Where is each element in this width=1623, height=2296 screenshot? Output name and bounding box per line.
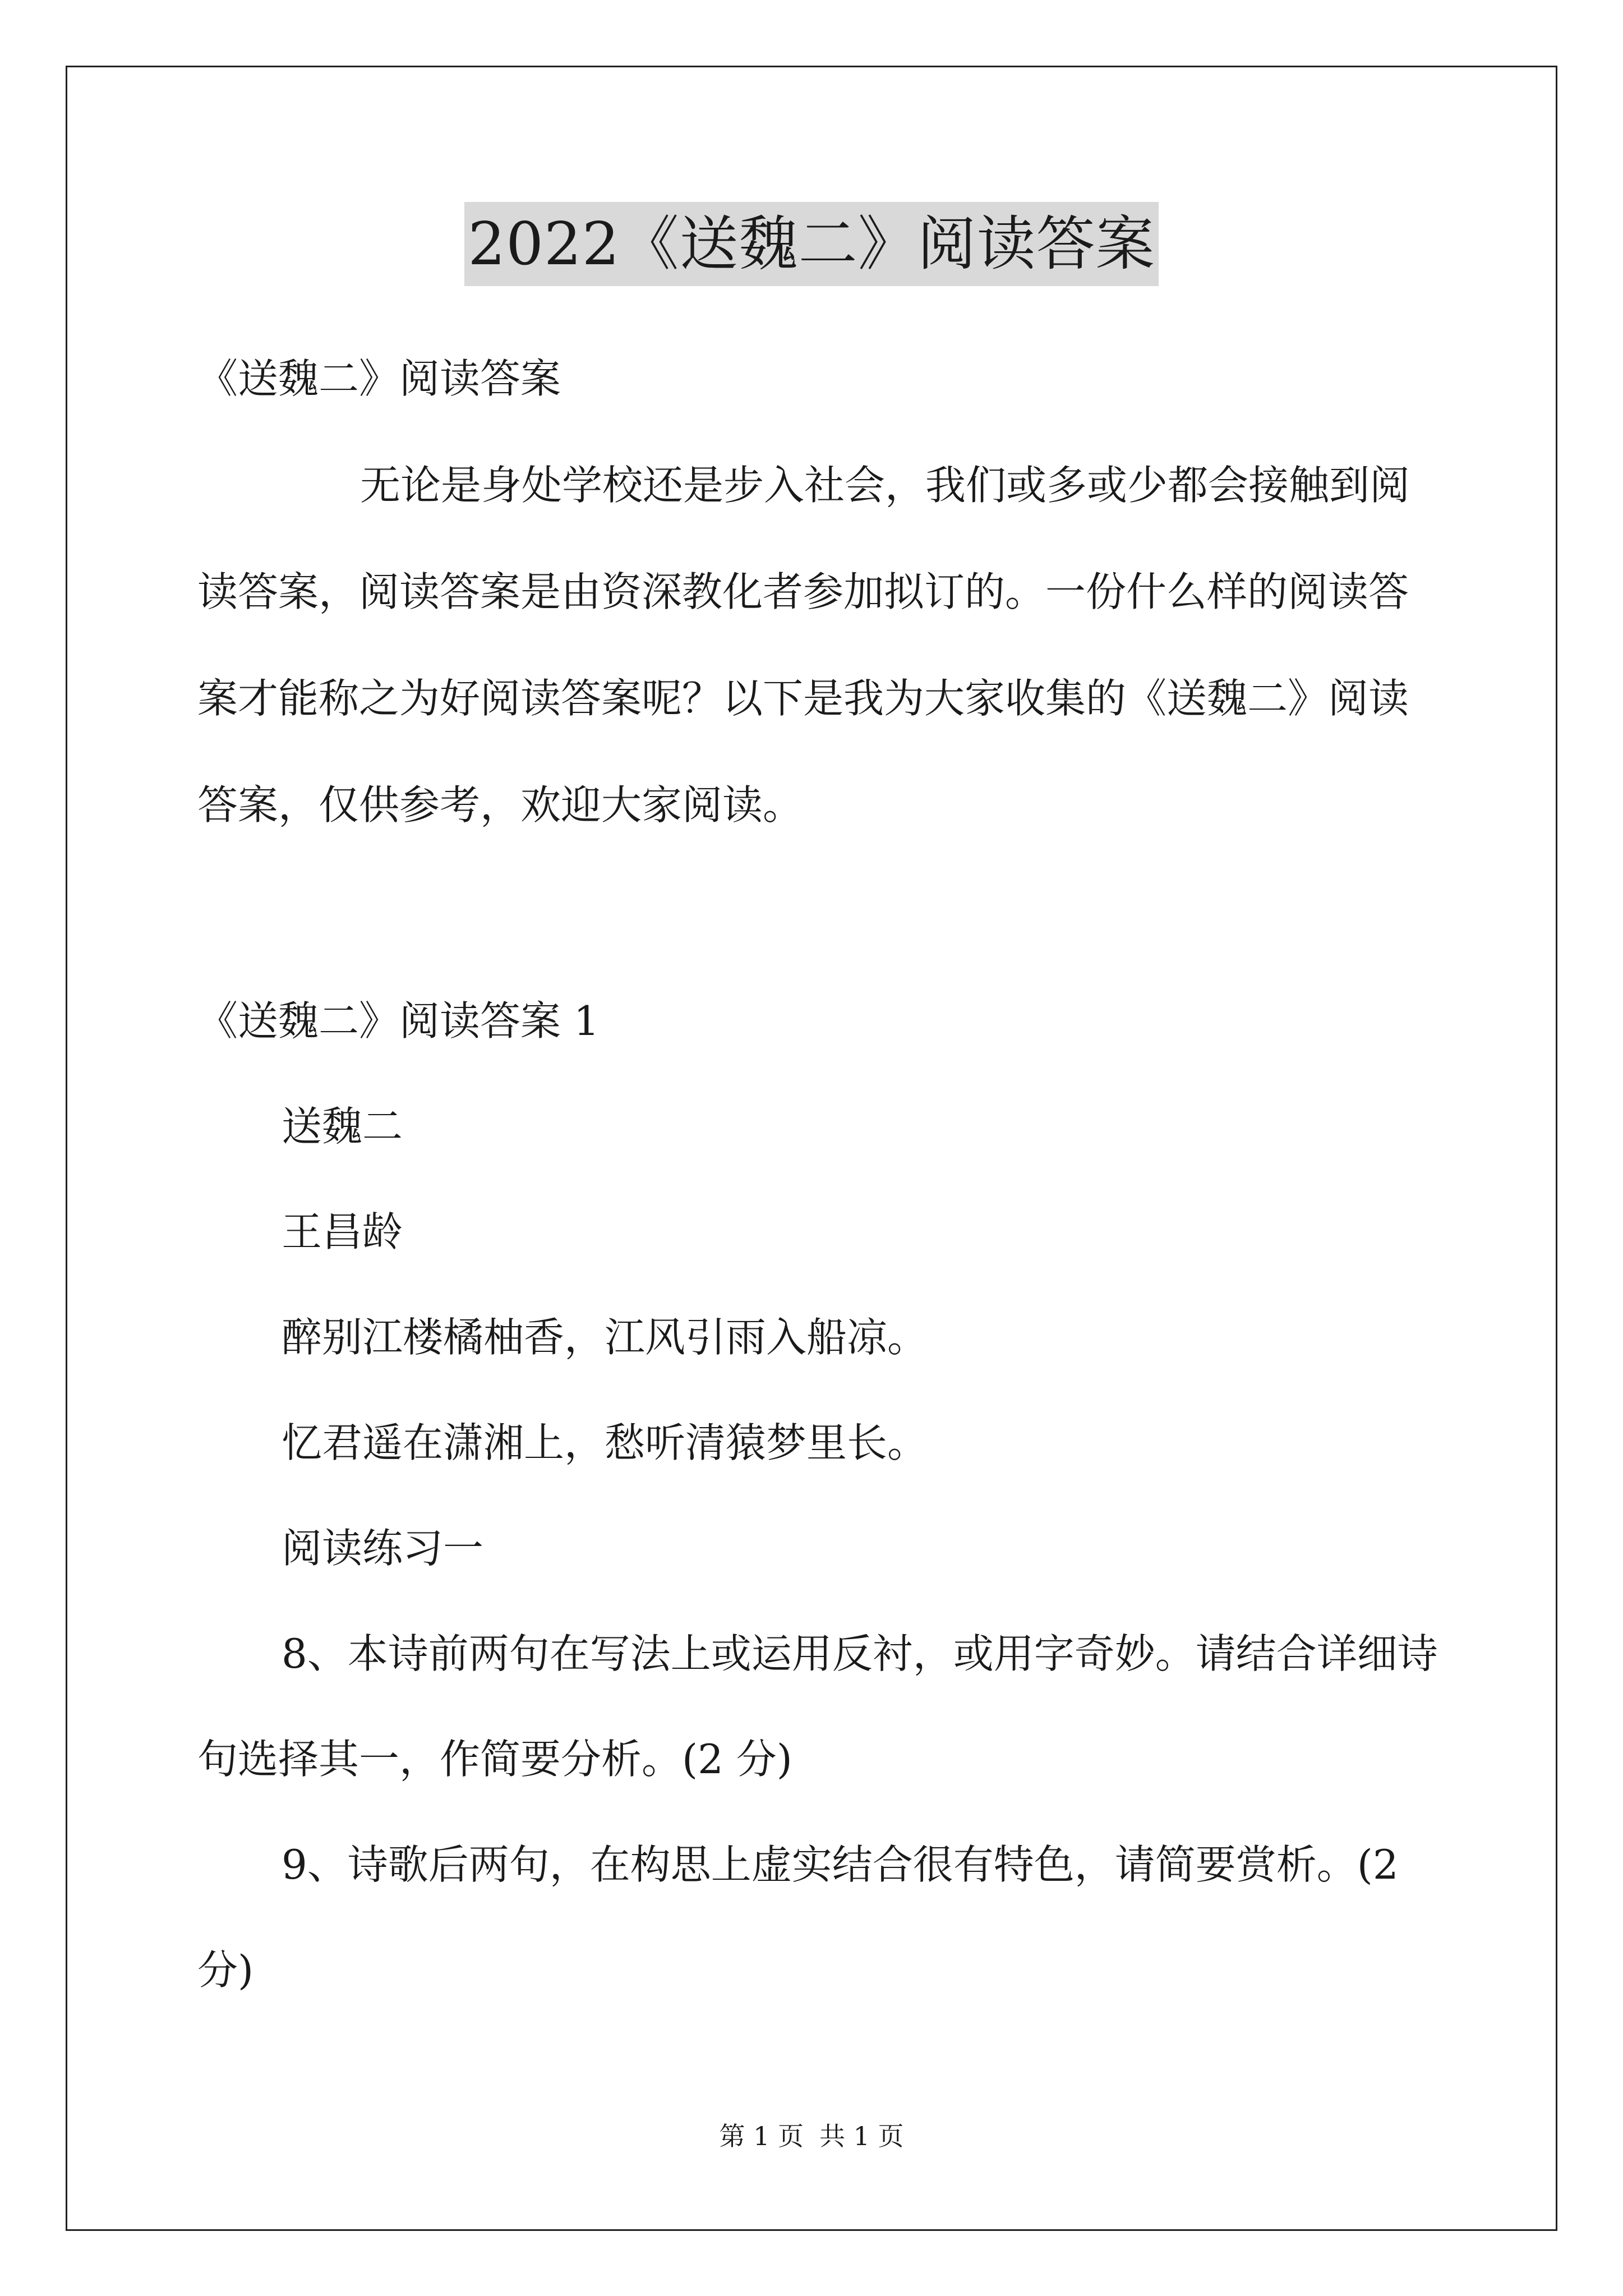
page-total: 共 1 页 [819, 2121, 904, 2151]
document-title: 2022《送魏二》阅读答案 [464, 202, 1158, 286]
poem-verse-1: 醉别江楼橘柚香，江风引雨入船凉。 [282, 1314, 928, 1361]
page-number: 第 1 页 [719, 2121, 804, 2151]
intro-line-2: 读答案，阅读答案是由资深教化者参加拟订的。一份什么样的阅读答 [197, 568, 1409, 615]
intro-line-1: 无论是身处学校还是步入社会，我们或多或少都会接触到阅 [360, 462, 1410, 509]
question-9-line-2: 分) [197, 1947, 254, 1994]
question-9-line-1: 9、诗歌后两句，在构思上虚实结合很有特色，请简要赏析。(2 [282, 1841, 1399, 1888]
poem-verse-2: 忆君遥在潇湘上，愁听清猿梦里长。 [282, 1419, 928, 1466]
subtitle: 《送魏二》阅读答案 [197, 355, 561, 402]
question-8-line-2: 句选择其一，作简要分析。(2 分) [197, 1736, 792, 1783]
intro-line-4: 答案，仅供参考，欢迎大家阅读。 [197, 781, 804, 829]
poem-title: 送魏二 [282, 1103, 403, 1150]
title-container [0, 202, 1623, 286]
page-footer [0, 2119, 1623, 2153]
section-heading: 《送魏二》阅读答案 1 [197, 997, 600, 1045]
poet-name: 王昌龄 [282, 1208, 403, 1255]
question-8-line-1: 8、本诗前两句在写法上或运用反衬，或用字奇妙。请结合详细诗 [282, 1630, 1438, 1677]
intro-line-3: 案才能称之为好阅读答案呢？以下是我为大家收集的《送魏二》阅读 [197, 675, 1409, 722]
exercise-heading: 阅读练习一 [282, 1525, 484, 1572]
